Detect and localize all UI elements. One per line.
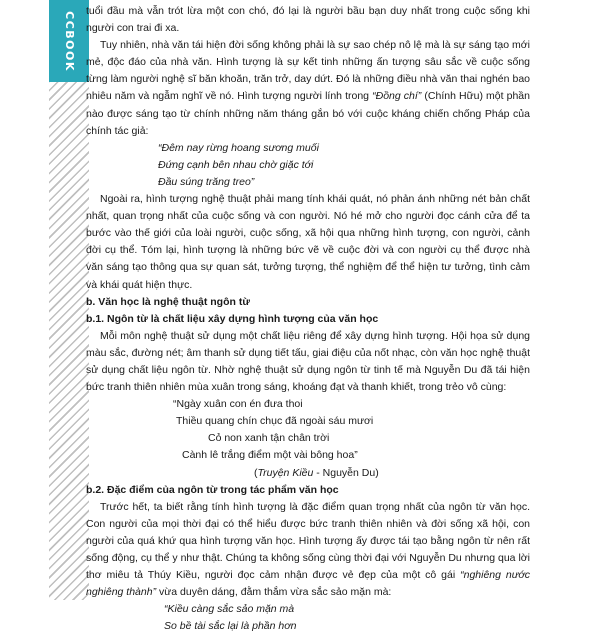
brand-tab (49, 0, 89, 82)
page-content (86, 3, 530, 635)
source-author: - Nguyễn Du (313, 466, 376, 479)
poem-line: Cành lê trắng điểm một vài bông hoa” (182, 449, 358, 462)
brand-label: CCBOOK (62, 10, 76, 72)
poem-line: Đầu súng trăng treo” (158, 175, 255, 188)
section-heading-b1: b.1. Ngôn từ là chất liệu xây dựng hình tượng của văn học (86, 312, 379, 325)
poem-truyen-kieu-spring (86, 396, 530, 481)
poem-source: (Truyện Kiều - Nguyễn Du) (254, 466, 379, 479)
poem-line: Đứng cạnh bên nhau chờ giặc tới (158, 158, 314, 171)
paragraph-intro (86, 3, 530, 37)
paragraph-text: Mỗi môn nghệ thuật sử dụng một chất liệu riêng để xây dựng hình tượng. Hội họa sử dụng màu sắc, đường nét; âm thanh sử dụng tiết tấu, giai điệu của nốt nhạc, còn văn học nghệ thuật sử dụng chất liệu ngôn từ. Nhờ nghệ thuật sử dụng ngôn từ tinh tế mà Nguyễn Du đã tái hiện bức tranh thiên nhiên mùa xuân trong sáng, khoáng đạt và thanh khiết, trong trẻo vô cùng: (86, 329, 530, 394)
paragraph-text: Tuy nhiên, nhà văn tái hiện đời sống không phải là sự sao chép nô lệ mà là sự sáng tạo mới mẻ, độc đáo của nhà văn. Hình tượng là sự kết tinh những ấn tượng sâu sắc về cuộc sống từng làm người nghệ sĩ băn khoăn, trăn trở, day dứt. Đó là những điều nhà văn thai nghén bao nhiêu năm và ngẫm nghĩ về nó. Hình tượng người lính trong (86, 39, 530, 103)
decorative-side-strip (49, 0, 89, 600)
section-heading-b2: b.2. Đặc điểm của ngôn từ trong tác phẩm văn học (86, 483, 339, 496)
poem-line: “Đêm nay rừng hoang sương muối (158, 141, 319, 154)
poem-line: “Ngày xuân con én đưa thoi (173, 398, 303, 411)
poem-line: “Kiều càng sắc sảo mặn mà (164, 603, 295, 616)
poem-line: Cỏ non xanh tận chân trời (208, 432, 330, 445)
poem-dong-chi (86, 140, 530, 191)
paragraph-text: vừa duyên dáng, đằm thắm vừa sắc sảo mặn mà: (156, 586, 392, 599)
paragraph-language-features (86, 499, 530, 602)
section-heading-b: b. Văn học là nghệ thuật ngôn từ (86, 295, 250, 308)
paragraph-text: tuổi đầu mà vẫn trót lừa một con chó, đó lại là người bầu bạn duy nhất trong cuộc sống khi người con trai đi xa. (86, 5, 530, 35)
poem-title: “Đồng chí” (372, 90, 422, 103)
poem-line: Thiều quang chín chục đã ngoài sáu mươi (176, 415, 374, 428)
paragraph-text: Ngoài ra, hình tượng nghệ thuật phải mang tính khái quát, nó phản ánh những nét bản chất nhất, quan trọng nhất của cuộc sống và con người. Nó hé mở cho người đọc cánh cửa để ta bước vào thế giới của loài người, cuộc sống, xã hội qua những hình tượng, con người, cảnh đời cụ thể. Tóm lại, hình tượng là những bức vẽ về cuộc đời và con người cụ thể được nhà văn sáng tạo thông qua sự quan sát, tưởng tượng, thể nghiệm để thể hiện tư tưởng, tình cảm và khái quát hiện thực. (86, 193, 530, 291)
paragraph-language-material (86, 328, 530, 396)
paragraph-generalization (86, 191, 530, 294)
poem-line: So bề tài sắc lại là phần hơn (164, 620, 297, 633)
poem-truyen-kieu-portrait (86, 601, 530, 635)
quoted-phrase: “nghiêng nước nghiêng thành” (86, 569, 530, 599)
paragraph-creation (86, 37, 530, 140)
paragraph-text: (Chính Hữu) một phần nào được sáng tạo từ chính những năm tháng gắn bó với cuộc kháng chiến chống Pháp của chính tác giả: (86, 90, 530, 137)
source-work: Truyện Kiều (257, 466, 314, 479)
paragraph-text: Trước hết, ta biết rằng tính hình tượng là đặc điểm quan trọng nhất của ngôn từ văn học. Con người của mọi thời đại có thể hiểu được bức tranh thiên nhiên và đời sống xã hội, con người của quá khứ qua hình tượng văn học. Hình tượng ấy được tái tạo bằng ngôn từ nên rất sống động, cụ thể y như thật. Chúng ta không sống cùng thời đại với Nguyễn Du nhưng qua lời thơ miêu tả Thúy Kiều, người đọc cảm nhận được vẻ đẹp của một cô gái (86, 500, 530, 582)
